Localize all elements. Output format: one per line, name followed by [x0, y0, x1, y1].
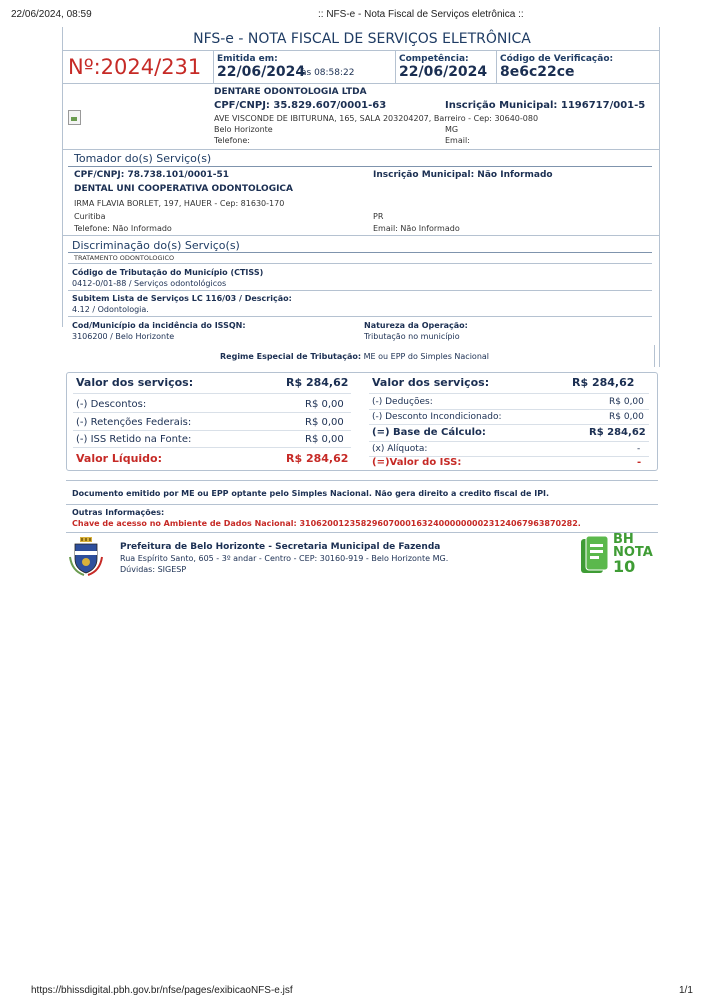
tomador-cnpj: CPF/CNPJ: 78.738.101/0001-51 — [74, 170, 229, 180]
deducoes-label: (-) Deduções: — [372, 397, 433, 407]
iss-retido-label: (-) ISS Retido na Fonte: — [76, 434, 192, 445]
prestador-logo-broken-image — [68, 110, 81, 125]
logo-nota-text: NOTA — [613, 545, 653, 560]
valor-servicos-right-label: Valor dos serviços: — [372, 376, 490, 389]
logo-bh-text: BH — [613, 532, 634, 547]
prestador-address: AVE VISCONDE DE IBITURUNA, 165, SALA 203204207, Barreiro - Cep: 30640-080 — [214, 114, 539, 123]
competencia-value: 22/06/2024 — [399, 64, 488, 80]
prestador-phone: Telefone: — [214, 136, 250, 145]
valor-liquido-label: Valor Líquido: — [76, 452, 163, 465]
logo-10-text: 10 — [613, 557, 636, 576]
prestador-name: DENTARE ODONTOLOGIA LTDA — [214, 87, 367, 97]
iss-retido-value: R$ 0,00 — [305, 434, 344, 445]
codigo-verificacao-value: 8e6c22ce — [500, 64, 575, 80]
valor-iss-value: - — [637, 457, 642, 468]
prestador-city: Belo Horizonte — [214, 125, 273, 134]
tomador-section-title: Tomador do(s) Serviço(s) — [74, 152, 212, 165]
emitida-label: Emitida em: — [217, 54, 278, 64]
pbh-coat-of-arms-icon — [69, 537, 103, 577]
desconto-incondicionado-label: (-) Desconto Incondicionado: — [372, 412, 502, 422]
valor-iss-label: (=)Valor do ISS: — [372, 457, 462, 468]
subitem-value: 4.12 / Odontologia. — [72, 305, 149, 314]
regime-especial — [220, 352, 489, 361]
prefeitura-address: Rua Espírito Santo, 605 - 3º andar - Centro - CEP: 30160-919 - Belo Horizonte MG. — [120, 554, 449, 563]
descontos-label: (-) Descontos: — [76, 399, 147, 410]
nfse-document — [62, 27, 660, 610]
tomador-inscricao: Inscrição Municipal: Não Informado — [373, 170, 553, 180]
print-url: https://bhissdigital.pbh.gov.br/nfse/pages/exibicaoNFS-e.jsf — [31, 985, 293, 996]
discriminacao-section-title: Discriminação do(s) Serviço(s) — [72, 239, 240, 252]
descontos-value: R$ 0,00 — [305, 399, 344, 410]
retencoes-label: (-) Retenções Federais: — [76, 417, 192, 428]
prestador-email: Email: — [445, 136, 470, 145]
print-datetime: 22/06/2024, 08:59 — [11, 9, 92, 20]
subitem-label: Subitem Lista de Serviços LC 116/03 / Descrição: — [72, 294, 292, 303]
tomador-name: DENTAL UNI COOPERATIVA ODONTOLOGICA — [74, 184, 294, 194]
document-title: NFS-e - NOTA FISCAL DE SERVIÇOS ELETRÔNICA — [193, 31, 531, 47]
tomador-state: PR — [373, 212, 384, 221]
ctiss-value: 0412-0/01-88 / Serviços odontológicos — [72, 279, 227, 288]
regime-label: Regime Especial de Tributação: — [220, 352, 362, 361]
simples-nacional-note: Documento emitido por ME ou EPP optante pelo Simples Nacional. Não gera direito a credito fiscal de IPI. — [72, 489, 550, 498]
emitida-time: às 08:58:22 — [301, 68, 355, 78]
codigo-verificacao-label: Código de Verificação: — [500, 54, 614, 64]
cod-municipio-label: Cod/Município da incidência do ISSQN: — [72, 321, 246, 330]
chave-acesso: Chave de acesso no Ambiente de Dados Nacional: 31062001235829607000163240000000023124067963870282. — [72, 519, 581, 528]
bh-nota-10-logo — [580, 533, 660, 581]
valor-servicos-right-value: R$ 284,62 — [572, 376, 635, 389]
valor-servicos-left-label: Valor dos serviços: — [76, 376, 194, 389]
desconto-incondicionado-value: R$ 0,00 — [609, 412, 644, 422]
aliquota-value: - — [637, 444, 641, 454]
aliquota-label: (x) Alíquota: — [372, 444, 428, 454]
valores-box — [66, 372, 658, 471]
tomador-email: Email: Não Informado — [373, 224, 460, 233]
natureza-value: Tributação no município — [364, 332, 460, 341]
deducoes-value: R$ 0,00 — [609, 397, 644, 407]
prestador-cnpj: CPF/CNPJ: 35.829.607/0001-63 — [214, 100, 387, 111]
ctiss-label: Código de Tributação do Município (CTISS) — [72, 268, 264, 277]
print-page-count: 1/1 — [679, 985, 693, 996]
base-calculo-value: R$ 284,62 — [589, 427, 646, 438]
retencoes-value: R$ 0,00 — [305, 417, 344, 428]
emitida-date: 22/06/2024 — [217, 64, 306, 80]
prestador-state: MG — [445, 125, 459, 134]
natureza-label: Natureza da Operação: — [364, 321, 468, 330]
valor-servicos-left-value: R$ 284,62 — [286, 376, 349, 389]
tomador-city: Curitiba — [74, 212, 106, 221]
discriminacao-text: TRATAMENTO ODONTOLOGICO — [74, 254, 175, 262]
cod-municipio-value: 3106200 / Belo Horizonte — [72, 332, 175, 341]
prefeitura-duvidas: Dúvidas: SIGESP — [120, 565, 187, 574]
print-page-title: :: NFS-e - Nota Fiscal de Serviços eletrônica :: — [318, 9, 524, 20]
prestador-inscricao: Inscrição Municipal: 1196717/001-5 — [445, 100, 646, 111]
nfse-number: Nº:2024/231 — [68, 55, 202, 79]
base-calculo-label: (=) Base de Cálculo: — [372, 427, 486, 438]
document-stack-icon — [580, 535, 610, 579]
outras-informacoes-label: Outras Informações: — [72, 508, 165, 517]
regime-value: ME ou EPP do Simples Nacional — [363, 352, 490, 361]
competencia-label: Competência: — [399, 54, 469, 64]
tomador-address: IRMA FLAVIA BORLET, 197, HAUER - Cep: 81630-170 — [74, 199, 285, 208]
prefeitura-name: Prefeitura de Belo Horizonte - Secretaria Municipal de Fazenda — [120, 542, 441, 552]
tomador-phone: Telefone: Não Informado — [74, 224, 172, 233]
valor-liquido-value: R$ 284,62 — [286, 452, 349, 465]
